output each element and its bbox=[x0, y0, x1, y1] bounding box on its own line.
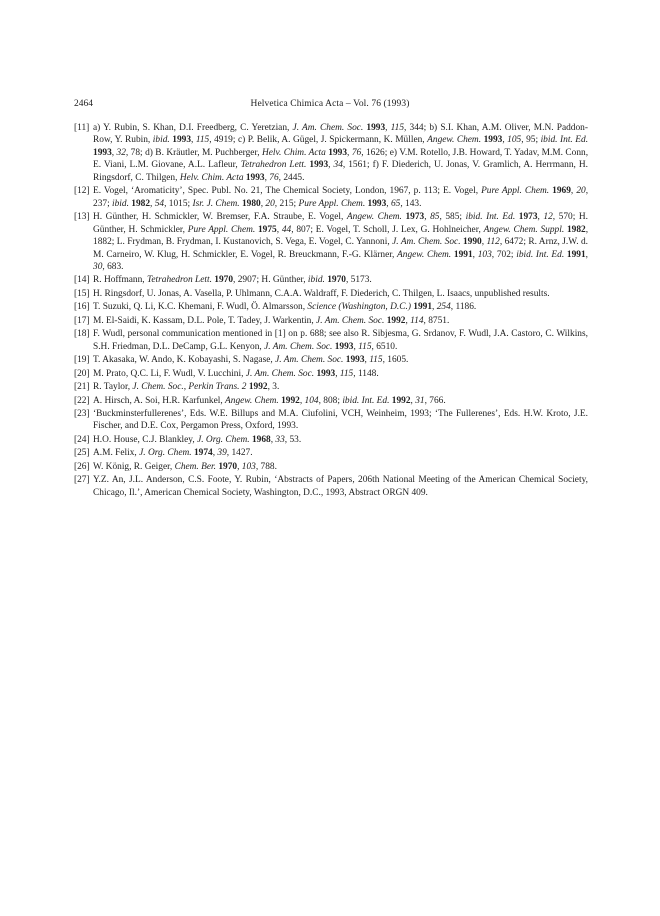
reference-number: [11] bbox=[74, 123, 90, 133]
reference-item bbox=[74, 185, 588, 210]
reference-text: H. Günther, H. Schmickler, W. Bremser, F.A. Straube, E. Vogel, Angew. Chem. 1973, 85, 585; ibid. Int. Ed. 1973, 12, 570; H. Günther, H. Schmickler, Pure Appl. Chem. 1975, 44, 807; E. Vogel, T. Scholl, J. Lex, G. Hohlneicher, Angew. Chem. Suppl. 1982, 1882; L. Frydman, B. Frydman, I. Kustanovich, S. Vega, E. Vogel, C. Yannoni, J. Am. Chem. Soc. 1990, 112, 6472; R. Arnz, J.W. d. M. Carneiro, W. Klug, H. Schmickler, E. Vogel, R. Breuckmann, F.-G. Klärner, Angew. Chem. 1991, 103, 702; ibid. Int. Ed. 1991, 30, 683. bbox=[93, 212, 589, 272]
reference-item bbox=[74, 328, 588, 353]
reference-item bbox=[74, 461, 588, 473]
reference-item bbox=[74, 395, 588, 407]
reference-item bbox=[74, 301, 588, 313]
reference-text: W. König, R. Geiger, Chem. Ber. 1970, 103, 788. bbox=[93, 461, 277, 472]
reference-item bbox=[74, 381, 588, 393]
reference-number: [21] bbox=[74, 382, 90, 393]
reference-text: H. Ringsdorf, U. Jonas, A. Vasella, P. Uhlmann, C.A.A. Waldraff, F. Diederich, C. Thilgen, L. Isaacs, unpublished results. bbox=[93, 288, 550, 299]
reference-item bbox=[74, 211, 588, 273]
reference-text: A. Hirsch, A. Soi, H.R. Karfunkel, Angew. Chem. 1992, 104, 808; ibid. Int. Ed. 1992, 31, 766. bbox=[93, 395, 446, 406]
reference-text: Y.Z. An, J.L. Anderson, C.S. Foote, Y. Rubin, ‘Abstracts of Papers, 206th National Meeting of the American Chemical Society, Chicago, Il.’, American Chemical Society, Washington, D.C., 1993, Abstract ORGN 409. bbox=[93, 475, 588, 498]
reference-number: [27] bbox=[74, 475, 90, 486]
reference-number: [13] bbox=[74, 212, 90, 223]
journal-running-title: Helvetica Chimica Acta – Vol. 76 (1993) bbox=[250, 99, 410, 109]
page-number: 2464 bbox=[74, 99, 93, 109]
reference-number: [19] bbox=[74, 355, 90, 366]
reference-text: ‘Buckminsterfullerenes’, Eds. W.E. Billups and M.A. Ciufolini, VCH, Weinheim, 1993; ‘The Fullerenes’, Eds. H.W. Kroto, J.E. Fischer, and D.E. Cox, Pergamon Press, Oxford, 1993. bbox=[93, 408, 588, 432]
reference-number: [20] bbox=[74, 368, 90, 379]
reference-text: A.M. Felix, J. Org. Chem. 1974, 39, 1427. bbox=[93, 448, 253, 459]
reference-number: [26] bbox=[74, 461, 90, 472]
reference-number: [22] bbox=[74, 395, 90, 406]
reference-number: [16] bbox=[74, 302, 90, 313]
reference-text: a) Y. Rubin, S. Khan, D.I. Freedberg, C. Yeretzian, J. Am. Chem. Soc. 1993, 115, 344; b) S.I. Khan, A.M. Oliver, M.N. Paddon-Row, Y. Rubin, ibid. 1993, 115, 4919; c) P. Belik, A. Gügel, J. Spickermann, K. Müllen, Angew. Chem. 1993, 105, 95; ibid. Int. Ed. 1993, 32, 78; d) B. Kräutler, M. Puchberger, Helv. Chim. Acta 1993, 76, 1626; e) V.M. Rotello, J.B. Howard, T. Yadav, M.M. Conn, E. Viani, L.M. Giovane, A.L. Lafleur, Tetrahedron Lett. 1993, 34, 1561; f) F. Diederich, U. Jonas, V. Gramlich, A. Herrmann, H. Ringsdorf, C. Thilgen, Helv. Chim. Acta 1993, 76, 2445. bbox=[93, 123, 589, 183]
reference-item bbox=[74, 474, 588, 499]
reference-number: [12] bbox=[74, 186, 90, 197]
reference-text: T. Akasaka, W. Ando, K. Kobayashi, S. Nagase, J. Am. Chem. Soc. 1993, 115, 1605. bbox=[93, 355, 409, 366]
reference-item bbox=[74, 447, 588, 459]
reference-number: [23] bbox=[74, 408, 90, 419]
reference-text: R. Hoffmann, Tetrahedron Lett. 1970, 2907; H. Günther, ibid. 1970, 5173. bbox=[93, 275, 372, 286]
reference-item bbox=[74, 274, 588, 286]
reference-text: H.O. House, C.J. Blankley, J. Org. Chem. 1968, 33, 53. bbox=[93, 434, 302, 445]
reference-number: [15] bbox=[74, 288, 90, 299]
reference-number: [17] bbox=[74, 315, 90, 326]
reference-text: F. Wudl, personal communication mentioned in [1] on p. 688; see also R. Sibjesma, G. Srdanov, F. Wudl, J.A. Castoro, C. Wilkins, S.H. Friedman, D.L. DeCamp, G.L. Kenyon, J. Am. Chem. Soc. 1993, 115, 6510. bbox=[93, 329, 588, 352]
reference-item bbox=[74, 368, 588, 380]
reference-text: E. Vogel, ‘Aromaticity’, Spec. Publ. No. 21, The Chemical Society, London, 1967, p. 113; E. Vogel, Pure Appl. Chem. 1969, 20, 237; ibid. 1982, 54, 1015; Isr. J. Chem. 1980, 20, 215; Pure Appl. Chem. 1993, 65, 143. bbox=[93, 186, 589, 209]
reference-text: M. El-Saidi, K. Kassam, D.L. Pole, T. Tadey, J. Warkentin, J. Am. Chem. Soc. 1992, 114, 8751. bbox=[93, 315, 450, 326]
reference-number: [18] bbox=[74, 329, 90, 340]
reference-item bbox=[74, 434, 588, 446]
reference-number: [25] bbox=[74, 448, 90, 459]
running-head bbox=[74, 97, 586, 111]
reference-item bbox=[74, 408, 588, 433]
reference-item bbox=[74, 315, 588, 327]
reference-text: T. Suzuki, Q. Li, K.C. Khemani, F. Wudl, Ö. Almarsson, Science (Washington, D.C.) 1991, 254, 1186. bbox=[93, 302, 477, 313]
reference-item bbox=[74, 354, 588, 366]
reference-list bbox=[74, 122, 588, 500]
reference-number: [14] bbox=[74, 275, 90, 286]
reference-item bbox=[74, 288, 588, 300]
reference-text: R. Taylor, J. Chem. Soc., Perkin Trans. 2 1992, 3. bbox=[93, 382, 280, 393]
reference-number: [24] bbox=[74, 434, 90, 445]
reference-text: M. Prato, Q.C. Li, F. Wudl, V. Lucchini, J. Am. Chem. Soc. 1993, 115, 1148. bbox=[93, 368, 379, 379]
reference-item bbox=[74, 122, 588, 184]
